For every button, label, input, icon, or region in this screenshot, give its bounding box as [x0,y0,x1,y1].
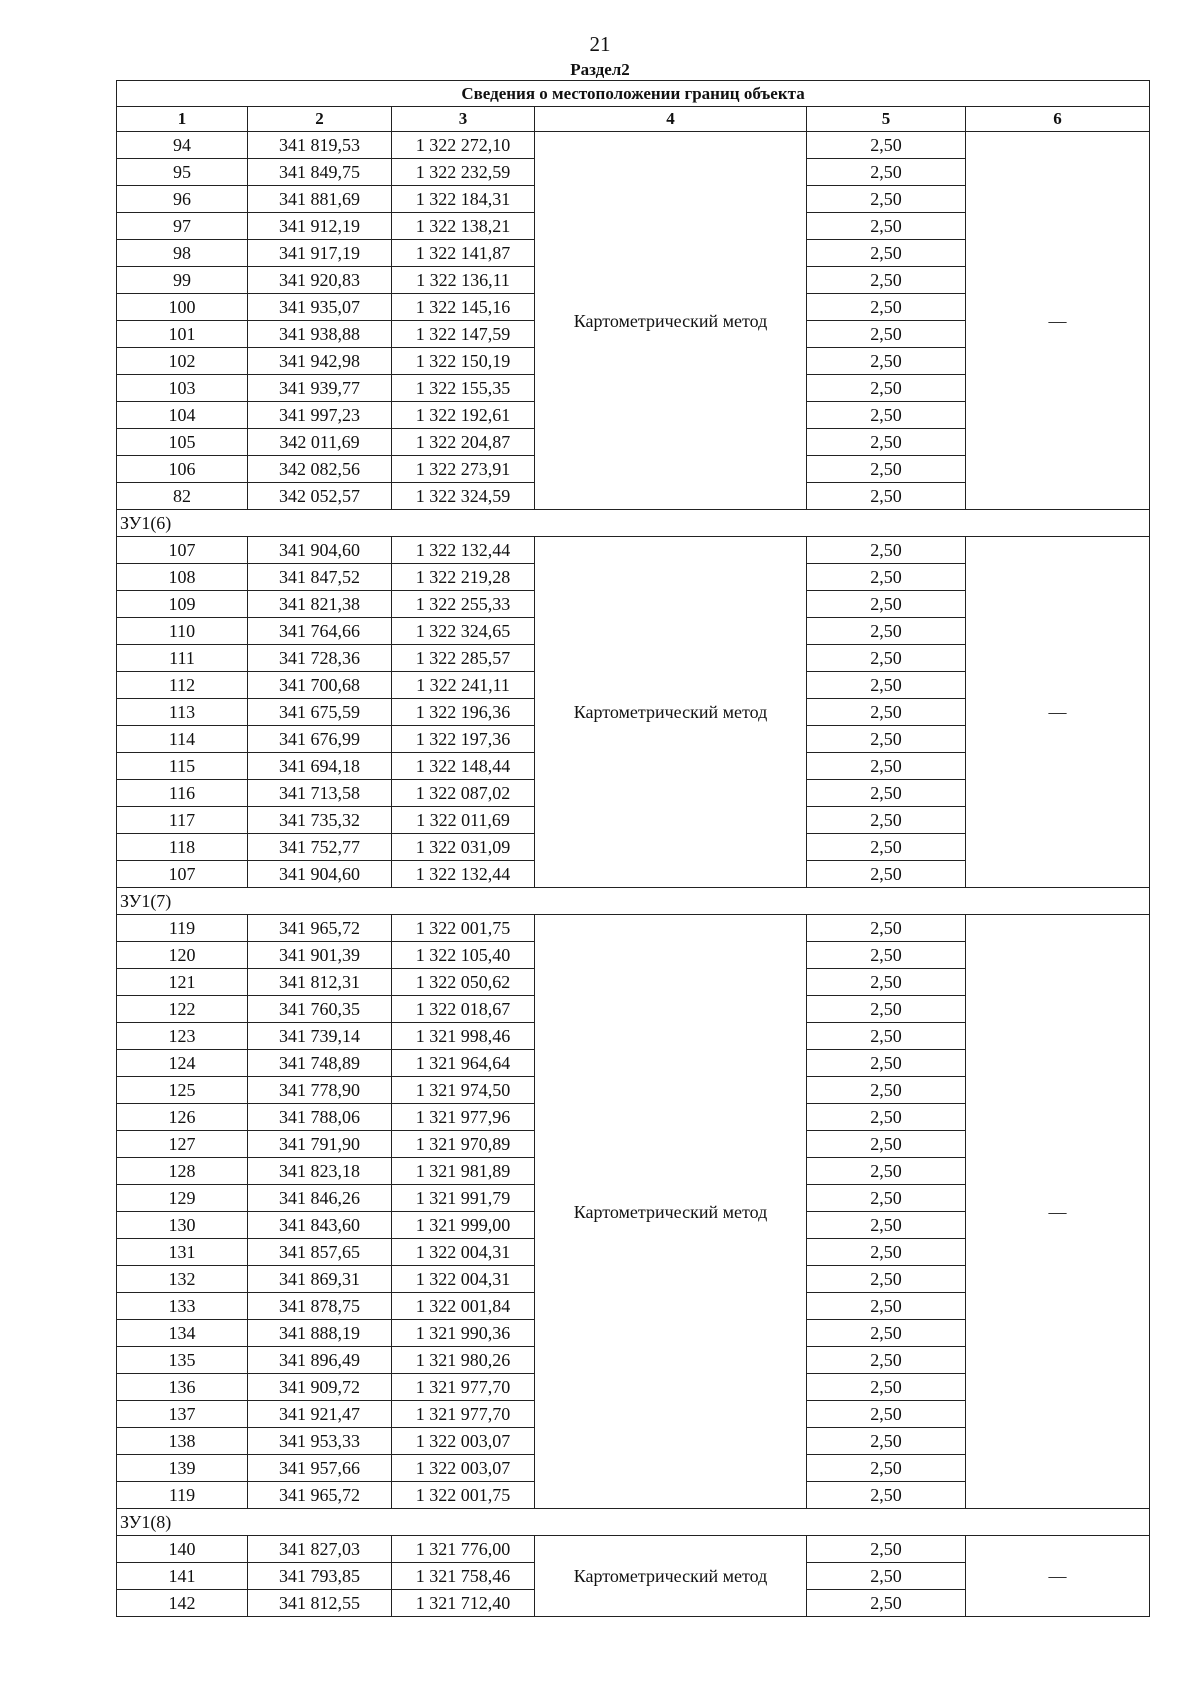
accuracy-cell: 2,50 [807,402,966,429]
accuracy-cell: 2,50 [807,753,966,780]
x-coordinate-cell: 341 778,90 [248,1077,392,1104]
note-cell: — [966,132,1150,510]
y-coordinate-cell: 1 322 147,59 [392,321,535,348]
table-row [117,915,1150,942]
y-coordinate-cell: 1 322 273,91 [392,456,535,483]
column-header-3: 3 [392,107,535,132]
point-number-cell: 106 [117,456,248,483]
point-number-cell: 107 [117,537,248,564]
y-coordinate-cell: 1 322 003,07 [392,1428,535,1455]
table-row [117,537,1150,564]
y-coordinate-cell: 1 322 192,61 [392,402,535,429]
table-caption: Сведения о местоположении границ объекта [117,81,1150,107]
x-coordinate-cell: 341 843,60 [248,1212,392,1239]
y-coordinate-cell: 1 322 196,36 [392,699,535,726]
x-coordinate-cell: 341 888,19 [248,1320,392,1347]
accuracy-cell: 2,50 [807,564,966,591]
table-body [117,132,1150,1617]
column-header-6: 6 [966,107,1150,132]
accuracy-cell: 2,50 [807,1482,966,1509]
point-number-cell: 136 [117,1374,248,1401]
point-number-cell: 111 [117,645,248,672]
point-number-cell: 119 [117,1482,248,1509]
point-number-cell: 103 [117,375,248,402]
accuracy-cell: 2,50 [807,1293,966,1320]
y-coordinate-cell: 1 322 087,02 [392,780,535,807]
y-coordinate-cell: 1 322 272,10 [392,132,535,159]
x-coordinate-cell: 341 764,66 [248,618,392,645]
x-coordinate-cell: 341 846,26 [248,1185,392,1212]
x-coordinate-cell: 342 052,57 [248,483,392,510]
y-coordinate-cell: 1 322 197,36 [392,726,535,753]
y-coordinate-cell: 1 322 324,65 [392,618,535,645]
column-header-1: 1 [117,107,248,132]
point-number-cell: 137 [117,1401,248,1428]
accuracy-cell: 2,50 [807,1239,966,1266]
point-number-cell: 128 [117,1158,248,1185]
point-number-cell: 95 [117,159,248,186]
x-coordinate-cell: 341 675,59 [248,699,392,726]
y-coordinate-cell: 1 321 977,70 [392,1401,535,1428]
x-coordinate-cell: 341 912,19 [248,213,392,240]
y-coordinate-cell: 1 321 981,89 [392,1158,535,1185]
y-coordinate-cell: 1 322 219,28 [392,564,535,591]
x-coordinate-cell: 341 904,60 [248,861,392,888]
y-coordinate-cell: 1 321 990,36 [392,1320,535,1347]
point-number-cell: 131 [117,1239,248,1266]
point-number-cell: 108 [117,564,248,591]
y-coordinate-cell: 1 322 132,44 [392,861,535,888]
accuracy-cell: 2,50 [807,834,966,861]
point-number-cell: 100 [117,294,248,321]
accuracy-cell: 2,50 [807,1158,966,1185]
accuracy-cell: 2,50 [807,942,966,969]
section-title: Раздел2 [570,60,630,79]
x-coordinate-cell: 341 793,85 [248,1563,392,1590]
accuracy-cell: 2,50 [807,618,966,645]
x-coordinate-cell: 341 748,89 [248,1050,392,1077]
y-coordinate-cell: 1 322 003,07 [392,1455,535,1482]
y-coordinate-cell: 1 322 001,75 [392,1482,535,1509]
point-number-cell: 109 [117,591,248,618]
column-number-row [117,107,1150,132]
zone-label: ЗУ1(7) [117,888,1150,915]
x-coordinate-cell: 341 739,14 [248,1023,392,1050]
x-coordinate-cell: 341 857,65 [248,1239,392,1266]
point-number-cell: 104 [117,402,248,429]
zone-row [117,1509,1150,1536]
x-coordinate-cell: 341 901,39 [248,942,392,969]
accuracy-cell: 2,50 [807,1185,966,1212]
accuracy-cell: 2,50 [807,456,966,483]
accuracy-cell: 2,50 [807,645,966,672]
point-number-cell: 132 [117,1266,248,1293]
accuracy-cell: 2,50 [807,1590,966,1617]
x-coordinate-cell: 341 881,69 [248,186,392,213]
accuracy-cell: 2,50 [807,132,966,159]
accuracy-cell: 2,50 [807,591,966,618]
y-coordinate-cell: 1 322 001,75 [392,915,535,942]
y-coordinate-cell: 1 321 977,96 [392,1104,535,1131]
x-coordinate-cell: 341 965,72 [248,1482,392,1509]
point-number-cell: 134 [117,1320,248,1347]
accuracy-cell: 2,50 [807,1455,966,1482]
x-coordinate-cell: 341 823,18 [248,1158,392,1185]
x-coordinate-cell: 341 920,83 [248,267,392,294]
y-coordinate-cell: 1 321 712,40 [392,1590,535,1617]
point-number-cell: 119 [117,915,248,942]
x-coordinate-cell: 341 849,75 [248,159,392,186]
y-coordinate-cell: 1 322 255,33 [392,591,535,618]
accuracy-cell: 2,50 [807,1212,966,1239]
table-row [117,132,1150,159]
x-coordinate-cell: 341 728,36 [248,645,392,672]
accuracy-cell: 2,50 [807,1428,966,1455]
accuracy-cell: 2,50 [807,915,966,942]
point-number-cell: 96 [117,186,248,213]
point-number-cell: 97 [117,213,248,240]
y-coordinate-cell: 1 322 011,69 [392,807,535,834]
point-number-cell: 101 [117,321,248,348]
column-header-4: 4 [535,107,807,132]
point-number-cell: 94 [117,132,248,159]
accuracy-cell: 2,50 [807,213,966,240]
accuracy-cell: 2,50 [807,1104,966,1131]
x-coordinate-cell: 341 921,47 [248,1401,392,1428]
accuracy-cell: 2,50 [807,1563,966,1590]
zone-label: ЗУ1(8) [117,1509,1150,1536]
x-coordinate-cell: 341 953,33 [248,1428,392,1455]
point-number-cell: 129 [117,1185,248,1212]
y-coordinate-cell: 1 322 150,19 [392,348,535,375]
point-number-cell: 113 [117,699,248,726]
y-coordinate-cell: 1 322 004,31 [392,1239,535,1266]
method-cell: Картометрический метод [535,1536,807,1617]
x-coordinate-cell: 341 760,35 [248,996,392,1023]
table-caption-row [117,81,1150,107]
point-number-cell: 127 [117,1131,248,1158]
accuracy-cell: 2,50 [807,375,966,402]
point-number-cell: 99 [117,267,248,294]
point-number-cell: 122 [117,996,248,1023]
x-coordinate-cell: 341 694,18 [248,753,392,780]
column-header-2: 2 [248,107,392,132]
x-coordinate-cell: 341 812,55 [248,1590,392,1617]
y-coordinate-cell: 1 322 204,87 [392,429,535,456]
point-number-cell: 115 [117,753,248,780]
accuracy-cell: 2,50 [807,969,966,996]
y-coordinate-cell: 1 322 031,09 [392,834,535,861]
x-coordinate-cell: 341 788,06 [248,1104,392,1131]
y-coordinate-cell: 1 322 148,44 [392,753,535,780]
x-coordinate-cell: 341 700,68 [248,672,392,699]
x-coordinate-cell: 341 904,60 [248,537,392,564]
x-coordinate-cell: 341 938,88 [248,321,392,348]
point-number-cell: 110 [117,618,248,645]
accuracy-cell: 2,50 [807,1536,966,1563]
accuracy-cell: 2,50 [807,807,966,834]
accuracy-cell: 2,50 [807,483,966,510]
note-cell: — [966,537,1150,888]
x-coordinate-cell: 341 942,98 [248,348,392,375]
point-number-cell: 135 [117,1347,248,1374]
y-coordinate-cell: 1 322 285,57 [392,645,535,672]
x-coordinate-cell: 341 791,90 [248,1131,392,1158]
accuracy-cell: 2,50 [807,348,966,375]
y-coordinate-cell: 1 321 999,00 [392,1212,535,1239]
y-coordinate-cell: 1 321 998,46 [392,1023,535,1050]
y-coordinate-cell: 1 322 050,62 [392,969,535,996]
accuracy-cell: 2,50 [807,672,966,699]
y-coordinate-cell: 1 322 155,35 [392,375,535,402]
point-number-cell: 130 [117,1212,248,1239]
accuracy-cell: 2,50 [807,699,966,726]
y-coordinate-cell: 1 322 138,21 [392,213,535,240]
y-coordinate-cell: 1 322 241,11 [392,672,535,699]
table-row [117,1536,1150,1563]
point-number-cell: 142 [117,1590,248,1617]
point-number-cell: 140 [117,1536,248,1563]
x-coordinate-cell: 341 752,77 [248,834,392,861]
point-number-cell: 121 [117,969,248,996]
point-number-cell: 141 [117,1563,248,1590]
accuracy-cell: 2,50 [807,267,966,294]
point-number-cell: 117 [117,807,248,834]
accuracy-cell: 2,50 [807,1401,966,1428]
accuracy-cell: 2,50 [807,240,966,267]
y-coordinate-cell: 1 322 132,44 [392,537,535,564]
zone-row [117,510,1150,537]
x-coordinate-cell: 342 011,69 [248,429,392,456]
x-coordinate-cell: 341 676,99 [248,726,392,753]
point-number-cell: 118 [117,834,248,861]
x-coordinate-cell: 341 847,52 [248,564,392,591]
y-coordinate-cell: 1 321 758,46 [392,1563,535,1590]
point-number-cell: 105 [117,429,248,456]
note-cell: — [966,915,1150,1509]
accuracy-cell: 2,50 [807,861,966,888]
accuracy-cell: 2,50 [807,429,966,456]
accuracy-cell: 2,50 [807,1023,966,1050]
point-number-cell: 124 [117,1050,248,1077]
accuracy-cell: 2,50 [807,780,966,807]
y-coordinate-cell: 1 322 324,59 [392,483,535,510]
y-coordinate-cell: 1 322 001,84 [392,1293,535,1320]
y-coordinate-cell: 1 321 991,79 [392,1185,535,1212]
accuracy-cell: 2,50 [807,1077,966,1104]
boundary-coordinates-table [116,80,1150,1617]
x-coordinate-cell: 341 909,72 [248,1374,392,1401]
accuracy-cell: 2,50 [807,1266,966,1293]
x-coordinate-cell: 341 821,38 [248,591,392,618]
x-coordinate-cell: 341 939,77 [248,375,392,402]
point-number-cell: 139 [117,1455,248,1482]
point-number-cell: 98 [117,240,248,267]
accuracy-cell: 2,50 [807,1131,966,1158]
column-header-5: 5 [807,107,966,132]
accuracy-cell: 2,50 [807,1374,966,1401]
accuracy-cell: 2,50 [807,1320,966,1347]
method-cell: Картометрический метод [535,537,807,888]
point-number-cell: 114 [117,726,248,753]
y-coordinate-cell: 1 322 018,67 [392,996,535,1023]
y-coordinate-cell: 1 321 964,64 [392,1050,535,1077]
zone-row [117,888,1150,915]
accuracy-cell: 2,50 [807,1347,966,1374]
x-coordinate-cell: 341 896,49 [248,1347,392,1374]
x-coordinate-cell: 342 082,56 [248,456,392,483]
point-number-cell: 126 [117,1104,248,1131]
x-coordinate-cell: 341 935,07 [248,294,392,321]
point-number-cell: 120 [117,942,248,969]
point-number-cell: 133 [117,1293,248,1320]
method-cell: Картометрический метод [535,915,807,1509]
x-coordinate-cell: 341 735,32 [248,807,392,834]
y-coordinate-cell: 1 322 136,11 [392,267,535,294]
x-coordinate-cell: 341 957,66 [248,1455,392,1482]
x-coordinate-cell: 341 869,31 [248,1266,392,1293]
point-number-cell: 82 [117,483,248,510]
y-coordinate-cell: 1 322 141,87 [392,240,535,267]
y-coordinate-cell: 1 322 145,16 [392,294,535,321]
accuracy-cell: 2,50 [807,186,966,213]
x-coordinate-cell: 341 713,58 [248,780,392,807]
x-coordinate-cell: 341 917,19 [248,240,392,267]
x-coordinate-cell: 341 819,53 [248,132,392,159]
accuracy-cell: 2,50 [807,537,966,564]
y-coordinate-cell: 1 322 184,31 [392,186,535,213]
accuracy-cell: 2,50 [807,996,966,1023]
point-number-cell: 107 [117,861,248,888]
point-number-cell: 138 [117,1428,248,1455]
y-coordinate-cell: 1 321 776,00 [392,1536,535,1563]
note-cell: — [966,1536,1150,1617]
y-coordinate-cell: 1 322 232,59 [392,159,535,186]
point-number-cell: 123 [117,1023,248,1050]
y-coordinate-cell: 1 321 977,70 [392,1374,535,1401]
x-coordinate-cell: 341 965,72 [248,915,392,942]
y-coordinate-cell: 1 321 970,89 [392,1131,535,1158]
zone-label: ЗУ1(6) [117,510,1150,537]
method-cell: Картометрический метод [535,132,807,510]
x-coordinate-cell: 341 827,03 [248,1536,392,1563]
x-coordinate-cell: 341 812,31 [248,969,392,996]
x-coordinate-cell: 341 878,75 [248,1293,392,1320]
accuracy-cell: 2,50 [807,159,966,186]
point-number-cell: 112 [117,672,248,699]
accuracy-cell: 2,50 [807,1050,966,1077]
x-coordinate-cell: 341 997,23 [248,402,392,429]
y-coordinate-cell: 1 322 105,40 [392,942,535,969]
accuracy-cell: 2,50 [807,321,966,348]
y-coordinate-cell: 1 321 974,50 [392,1077,535,1104]
y-coordinate-cell: 1 322 004,31 [392,1266,535,1293]
accuracy-cell: 2,50 [807,294,966,321]
y-coordinate-cell: 1 321 980,26 [392,1347,535,1374]
point-number-cell: 125 [117,1077,248,1104]
page-number: 21 [589,32,611,56]
accuracy-cell: 2,50 [807,726,966,753]
point-number-cell: 102 [117,348,248,375]
point-number-cell: 116 [117,780,248,807]
